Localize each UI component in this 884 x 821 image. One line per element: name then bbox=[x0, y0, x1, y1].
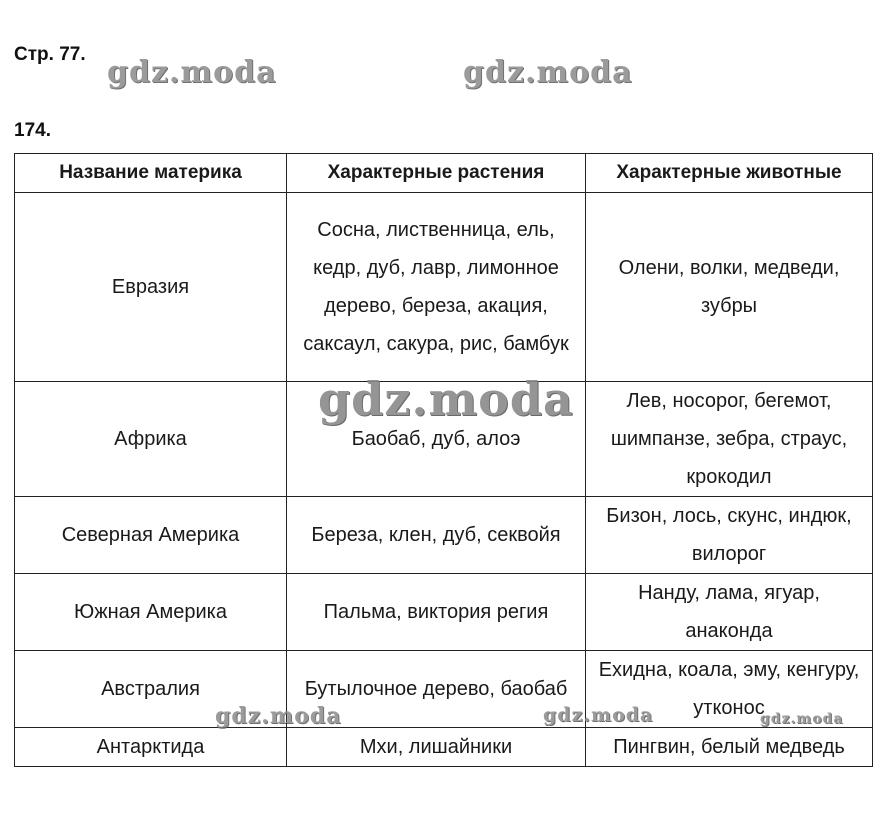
cell-continent: Австралия bbox=[15, 651, 287, 728]
table-row bbox=[15, 651, 873, 728]
cell-animals: Лев, носорог, бегемот, шимпанзе, зебра, страус, крокодил bbox=[586, 382, 873, 497]
table-row bbox=[15, 728, 873, 767]
watermark: gdz.moda bbox=[543, 704, 654, 726]
cell-animals: Пингвин, белый медведь bbox=[586, 728, 873, 767]
table-row bbox=[15, 497, 873, 574]
cell-plants: Пальма, виктория регия bbox=[287, 574, 586, 651]
watermark: gdz.moda bbox=[107, 55, 277, 90]
cell-continent: Африка bbox=[15, 382, 287, 497]
cell-continent: Антарктида bbox=[15, 728, 287, 767]
cell-continent: Евразия bbox=[15, 193, 287, 382]
header-plants: Характерные растения bbox=[287, 154, 586, 193]
continents-table bbox=[14, 153, 873, 767]
cell-plants: Береза, клен, дуб, секвойя bbox=[287, 497, 586, 574]
page-label: Стр. 77. bbox=[14, 44, 86, 65]
table-row bbox=[15, 193, 873, 382]
cell-animals: Ехидна, коала, эму, кенгуру, утконос bbox=[586, 651, 873, 728]
cell-continent: Южная Америка bbox=[15, 574, 287, 651]
header-continent: Название материка bbox=[15, 154, 287, 193]
header-animals: Характерные животные bbox=[586, 154, 873, 193]
cell-continent: Северная Америка bbox=[15, 497, 287, 574]
watermark: gdz.moda bbox=[318, 372, 574, 426]
watermark: gdz.moda bbox=[463, 55, 633, 90]
cell-plants: Бутылочное дерево, баобаб bbox=[287, 651, 586, 728]
cell-animals: Нанду, лама, ягуар, анаконда bbox=[586, 574, 873, 651]
cell-plants: Мхи, лишайники bbox=[287, 728, 586, 767]
cell-plants: Баобаб, дуб, алоэ bbox=[287, 382, 586, 497]
cell-animals: Бизон, лось, скунс, индюк, вилорог bbox=[586, 497, 873, 574]
watermark: gdz.moda bbox=[215, 703, 342, 729]
watermark: gdz.moda bbox=[760, 711, 844, 727]
cell-animals: Олени, волки, медведи, зубры bbox=[586, 193, 873, 382]
table-row bbox=[15, 574, 873, 651]
cell-plants: Сосна, лиственница, ель, кедр, дуб, лавр, лимонное дерево, береза, акация, саксаул, сакура, рис, бамбук bbox=[287, 193, 586, 382]
table-header-row bbox=[15, 154, 873, 193]
task-number: 174. bbox=[14, 120, 51, 141]
